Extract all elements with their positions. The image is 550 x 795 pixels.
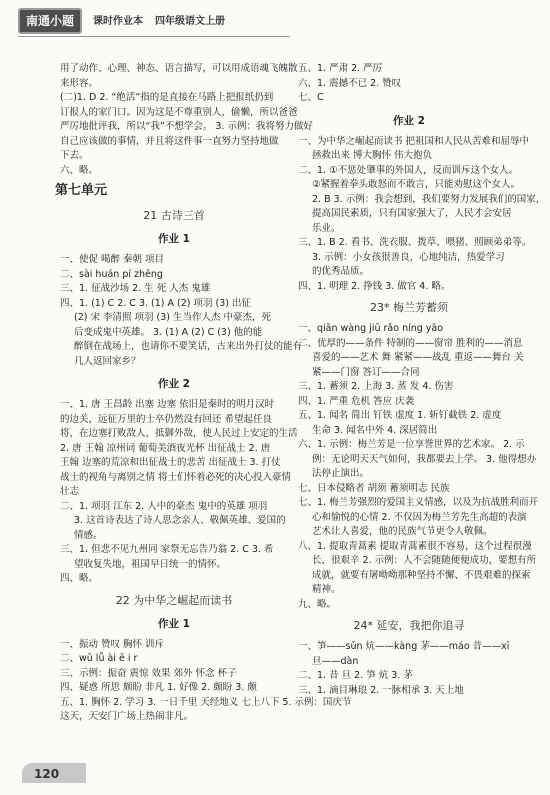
answer-line: 五、1. 闻名 简出 钉铁 虚度 1. 斩钉截铁 2. 虚度 (298, 410, 502, 421)
answer-line: 用了动作、心理、神态、语言描写，可以用成语魂飞魄散 (60, 63, 298, 74)
answer-line: 来形容。 (60, 77, 99, 89)
answer-line-indented: 旦——dàn (312, 655, 359, 667)
answer-line-indented: 喜爱的——艺术 舞 紧紧——战乱 重返——舞台 关 (312, 352, 524, 363)
answer-line: 三、1. 但悲不见九州同 家祭无忘告乃翁 2. C 3. 希 (60, 544, 274, 555)
answer-line: 七、C (298, 92, 324, 103)
answer-line: 2. 唐 王翰 凉州词 葡萄美酒夜光杯 出征战士 2. 唐 (60, 442, 271, 454)
lesson-title: 22 为中华之崛起而读书 (115, 593, 233, 607)
answer-line-indented: 成就，就要有屠呦呦那种坚持不懈、不畏艰难的探索 (312, 569, 531, 581)
answer-line-indented: 艺术让人喜爱，他的民族气节更令人敬佩。 (312, 526, 493, 537)
answer-line-indented: 提高国民素质，只有国家强大了，人民才会安居 (312, 208, 512, 219)
answer-line: 三、1. 蓄须 2. 上海 3. 蒸 发 4. 伤害 (298, 381, 454, 392)
answer-line-indented: 法停止演出。 (312, 468, 370, 479)
homework-heading: 作业 2 (393, 114, 425, 127)
answer-line-indented: 拯救出来 博大胸怀 伟大抱负 (312, 150, 433, 161)
answer-line-indented: 2. B 3. 示例：我会想到，我们要努力发展我们的国家， (312, 193, 546, 205)
answer-line-indented: 情感。 (74, 529, 103, 541)
answer-line: 二、1. ①不惩处肇事的外国人，反而训斥这个女人。 (298, 164, 519, 176)
answer-line: 一、使促 喝醉 秦朝 项目 (60, 254, 165, 265)
answer-line: 二、优厚的——条件 特制的——窗帘 胜利的——消息 (298, 337, 523, 349)
answer-line: 四、1. (1) C 2. C 3. (1) A (2) 项羽 (3) 出征 (60, 297, 252, 309)
answer-line: 订报人的家门口。因为这是不尊重别人，偷懒，所以爸爸 (60, 106, 298, 118)
answer-line: 三、1. 征战沙场 2. 生 死 人杰 鬼雄 (60, 283, 211, 294)
lesson-title: 21 古诗三首 (143, 209, 205, 222)
homework-heading: 作业 1 (158, 617, 190, 630)
answer-line: 壮志 (60, 486, 80, 497)
page-footer (0, 745, 550, 795)
header-rule (18, 36, 290, 37)
page-number: 120 (34, 767, 60, 781)
answer-line: 五、1. 胸怀 2. 学习 3. 一日千里 天经地义 七上八下 5. 示例：国庆节 (60, 696, 352, 708)
answer-line: 四、疑惑 所思 颇盼 非凡 1. 好像 2. 颇盼 3. 颇 (60, 682, 257, 693)
answer-line-indented: (2) 宋 李清照 项羽 (3) 生当作人杰 中豪杰，死 (74, 312, 272, 323)
answer-line: 一、qiān wàng jiū rǎo níng yāo (298, 323, 444, 334)
answer-line: 六、略。 (60, 164, 99, 176)
answer-line: 二、1. 项羽 江东 2. 人中的豪杰 鬼中的英雄 项羽 (60, 500, 268, 512)
answer-line: 三、1. 滴目琳琅 2. 一脉相承 3. 天上地 (298, 684, 464, 696)
answer-line: 二、wǔ lǚ ài ē i r (60, 653, 138, 664)
lesson-title: 23* 梅兰芳蓄须 (370, 301, 448, 314)
answer-line-indented: 醉倒在战场上，也请你不要笑话，古来出外打仗的能有 (74, 341, 303, 352)
answer-line: 九、略。 (298, 598, 337, 610)
right-column (298, 62, 546, 698)
homework-heading: 作业 1 (158, 233, 190, 245)
answer-line: 一、1. 唐 王昌龄 出塞 边塞 依旧是秦时的明月汉时 (60, 399, 275, 410)
answer-line: 三、示例：振奋 震惊 效果 郊外 怀念 杯子 (60, 667, 237, 679)
answer-line-indented: 望收复失地，祖国早日统一的情怀。 (74, 558, 227, 570)
answer-line-indented: 乐业。 (312, 222, 341, 234)
answer-line: 下去。 (60, 150, 89, 161)
answer-line: 五、1. 严肃 2. 严厉 (298, 63, 383, 74)
lesson-title: 24* 延安，我把你追寻 (353, 619, 465, 632)
answer-line-indented: 心和愉悦的心情 2. 不仅因为梅兰芳先生高超的表演 (312, 511, 527, 523)
answer-line: 三、1. B 2. 看书、洗衣服、拨草、喂猪、照顾弟弟等。 (298, 237, 532, 248)
answer-line-indented: 3. 示例：小女孩很善良，心地纯洁，热爱学习 (312, 251, 505, 263)
answer-line: 这天，天安门广场上热闹非凡。 (60, 711, 194, 722)
answer-line: 四、1. 明理 2. 挣钱 3. 做官 4. 略。 (298, 280, 451, 292)
answer-line: 的边关，远征万里的士卒仍然没有回还 希望起任良 (60, 413, 273, 425)
answer-line: 四、1. 严重 危机 答应 庆袭 (298, 395, 415, 407)
answer-line: 战士的视角与离别之情 将士们怀着必死的决心投入豪情 (60, 471, 292, 483)
answer-line-indented: 例：无论明天天气如何，我都要去上学。 3. 他得想办 (312, 453, 537, 465)
answer-line: 严厉地批评我，所以“我”不想学会。 3. 示例：我将努力做好 (60, 121, 313, 132)
answer-line: 一、笋——sǔn 炕——kàng 茅——máo 昔——xī (298, 641, 510, 652)
series-title: 课时作业本 (93, 16, 143, 27)
answer-line: 王翰 边塞的荒凉和出征战士的悲苦 出征战士 3. 打仗 (60, 457, 281, 468)
answer-line-indented: 3. 这首诗表达了诗人思念亲人、敬佩英雄、爱国的 (74, 515, 286, 526)
answer-line-indented: ②紧握着拳头敢怒而不敢言，只能劝慰这个女人。 (312, 179, 521, 190)
answer-line-indented: 紧——门窗 答订——合同 (312, 366, 420, 378)
answer-line: 七、日本侵略者 胡须 蓄须明志 民族 (298, 482, 450, 494)
page-header (0, 0, 550, 38)
answer-line-indented: 精神。 (312, 584, 341, 595)
homework-heading: 作业 2 (158, 378, 190, 390)
answer-line: 六、1. 示例：梅兰芳是一位享誉世界的艺术家。 2. 示 (298, 439, 525, 450)
answer-line: 自己应该做的事情，并且将这件事一直努力坚持地做 (60, 135, 279, 147)
answer-line-indented: 生命 3. 闻名中外 4. 深居简出 (312, 424, 438, 436)
answer-line: 七、1. 梅兰芳强烈的爱国主义情感，以及为抗战胜利而开 (298, 497, 539, 508)
answer-line: (二)1. D 2. “绝活”指的是直接在马路上把报纸扔到 (60, 92, 274, 103)
answer-line: 一、为中华之崛起而读书 把祖国和人民从苦难和屈辱中 (298, 135, 530, 147)
grade-title: 四年级语文上册 (155, 16, 225, 27)
answer-line: 四、略。 (60, 573, 99, 584)
unit-heading: 第七单元 (55, 183, 108, 198)
answer-line-indented: 的优秀品质。 (312, 266, 370, 277)
answer-line: 一、振动 赞叹 胸怀 训斥 (60, 638, 165, 650)
answer-line-indented: 几人返回家乡？ (74, 355, 141, 367)
answer-line: 八、1. 提取青蒿素 提取青蒿素很不容易，这个过程很漫 (298, 540, 532, 552)
answer-line-indented: 后变成鬼中英雄。 3. (1) A (2) C (3) 他的能 (74, 326, 263, 338)
answer-line: 六、1. 震撼不已 2. 赞叹 (298, 77, 402, 89)
answer-line: 二、sài huán pí zhēng (60, 268, 163, 280)
answer-line: 将，在边塞打败敌人，抵御外敌，使人民过上安定的生活 (60, 428, 298, 439)
brand-logo: 南通小题 (18, 8, 82, 34)
answer-line-indented: 长，很艰辛 2. 示例：人不会随随便便成功，要想有所 (312, 555, 537, 566)
answer-line: 二、1. 昔 旦 2. 笋 炕 3. 茅 (298, 670, 413, 681)
